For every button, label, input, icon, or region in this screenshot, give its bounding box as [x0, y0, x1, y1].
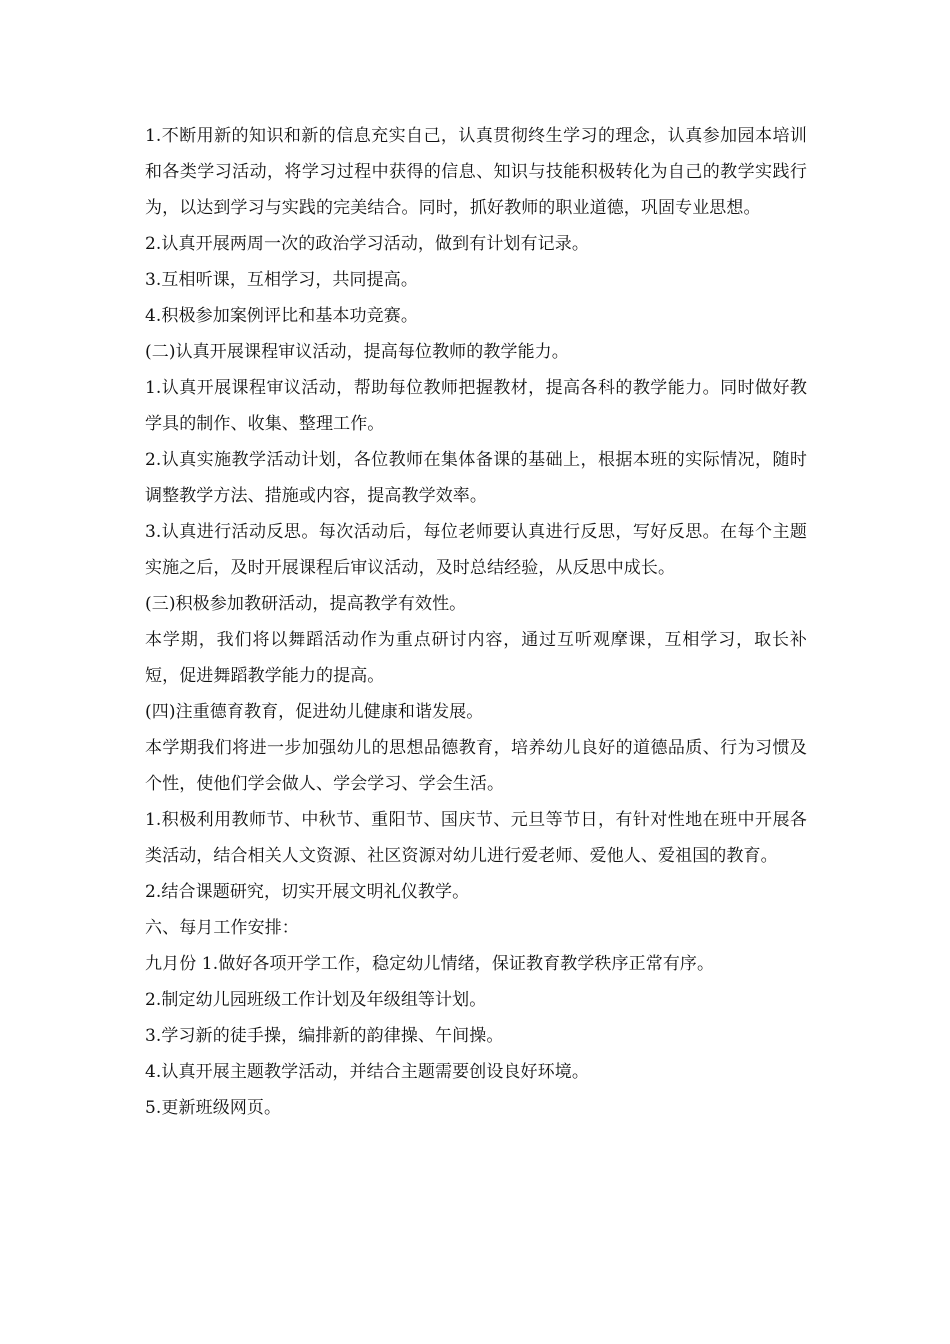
paragraph-12: 九月份 1.做好各项开学工作，稳定幼儿情绪，保证教育教学秩序正常有序。: [145, 954, 715, 974]
paragraph-11: 2.结合课题研究，切实开展文明礼仪教学。: [145, 882, 470, 902]
paragraph-1: 1.不断用新的知识和新的信息充实自己，认真贯彻终生学习的理念，认真参加园本培训和各类学习活动，将学习过程中获得的信息、知识与技能积极转化为自己的教学实践行为，以达到学习与实践的完美结合。同时，抓好教师的职业道德，巩固专业思想。: [145, 126, 807, 218]
document-body: [145, 118, 807, 1126]
section-heading-3: (三)积极参加教研活动，提高教学有效性。: [145, 594, 467, 614]
paragraph-10: 1.积极利用教师节、中秋节、重阳节、国庆节、元旦等节日，有针对性地在班中开展各类活动，结合相关人文资源、社区资源对幼儿进行爱老师、爱他人、爱祖国的教育。: [145, 810, 807, 866]
section-heading-2: (二)认真开展课程审议活动，提高每位教师的教学能力。: [145, 342, 569, 362]
paragraph-13: 2.制定幼儿园班级工作计划及年级组等计划。: [145, 990, 487, 1010]
paragraph-7: 3.认真进行活动反思。每次活动后，每位老师要认真进行反思，写好反思。在每个主题实施之后，及时开展课程后审议活动，及时总结经验，从反思中成长。: [145, 522, 807, 578]
paragraph-16: 5.更新班级网页。: [145, 1098, 282, 1118]
paragraph-8: 本学期，我们将以舞蹈活动作为重点研讨内容，通过互听观摩课，互相学习，取长补短，促进舞蹈教学能力的提高。: [145, 630, 807, 686]
paragraph-4: 4.积极参加案例评比和基本功竞赛。: [145, 306, 418, 326]
paragraph-2: 2.认真开展两周一次的政治学习活动，做到有计划有记录。: [145, 234, 589, 254]
paragraph-5: 1.认真开展课程审议活动，帮助每位教师把握教材，提高各科的教学能力。同时做好教学具的制作、收集、整理工作。: [145, 378, 807, 434]
paragraph-6: 2.认真实施教学活动计划，各位教师在集体备课的基础上，根据本班的实际情况，随时调整教学方法、措施或内容，提高教学效率。: [145, 450, 807, 506]
section-heading-4: (四)注重德育教育，促进幼儿健康和谐发展。: [145, 702, 484, 722]
paragraph-15: 4.认真开展主题教学活动，并结合主题需要创设良好环境。: [145, 1062, 589, 1082]
paragraph-3: 3.互相听课，互相学习，共同提高。: [145, 270, 418, 290]
section-heading-6: 六、每月工作安排：: [145, 918, 299, 938]
paragraph-9: 本学期我们将进一步加强幼儿的思想品德教育，培养幼儿良好的道德品质、行为习惯及个性，使他们学会做人、学会学习、学会生活。: [145, 738, 807, 794]
paragraph-14: 3.学习新的徒手操，编排新的韵律操、午间操。: [145, 1026, 504, 1046]
